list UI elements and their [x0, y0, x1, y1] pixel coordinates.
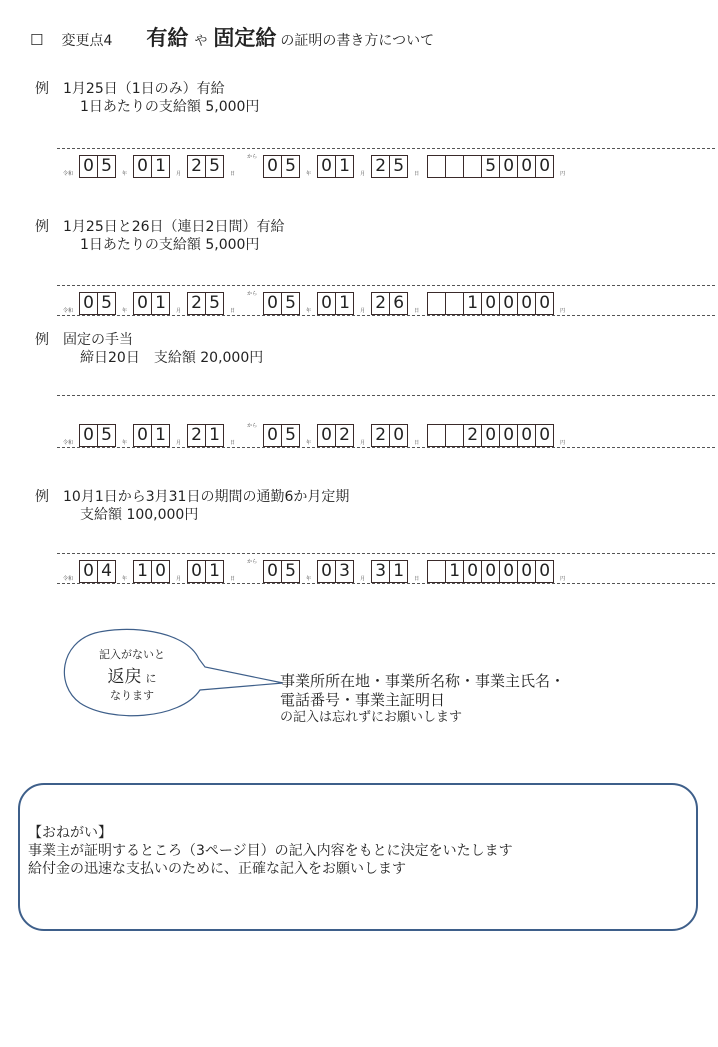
day-label: 日 — [414, 576, 420, 582]
digit-cell[interactable]: 2 — [335, 425, 353, 446]
year-label: 年 — [122, 308, 128, 314]
example-line2: 締日20日 支給額 20,000円 — [80, 350, 264, 366]
year-label: 年 — [122, 171, 128, 177]
digit-cell[interactable]: 5 — [97, 293, 115, 314]
digit-cell[interactable]: 5 — [281, 293, 299, 314]
digit-cell[interactable]: 0 — [517, 156, 535, 177]
year-label: 年 — [306, 308, 312, 314]
year-label: 年 — [306, 576, 312, 582]
digit-cell[interactable]: 0 — [499, 156, 517, 177]
from-day-box[interactable] — [187, 155, 224, 178]
reminder-line2: 電話番号・事業主証明日 — [280, 691, 446, 709]
dashed-divider — [57, 447, 715, 448]
month-label: 月 — [360, 171, 366, 177]
yen-label: 円 — [560, 171, 566, 177]
digit-cell[interactable] — [445, 425, 463, 446]
digit-cell[interactable]: 5 — [281, 425, 299, 446]
digit-cell[interactable]: 0 — [83, 425, 94, 445]
example-title: 固定の手当 — [63, 332, 133, 348]
from-day-box[interactable] — [187, 560, 224, 583]
digit-cell[interactable]: 0 — [151, 561, 169, 582]
date-amount-row — [57, 152, 717, 178]
example-label — [35, 80, 259, 116]
digit-cell[interactable]: 1 — [205, 561, 223, 582]
year-label: 年 — [306, 440, 312, 446]
era-label: 令和 — [63, 171, 74, 177]
digit-cell[interactable]: 0 — [535, 293, 553, 314]
bubble-ni: に — [145, 672, 157, 685]
request-line2: 給付金の迅速な支払いのために、正確な記入をお願いします — [28, 861, 406, 877]
digit-cell[interactable] — [445, 293, 463, 314]
digit-cell[interactable]: 0 — [321, 425, 332, 445]
digit-cell[interactable]: 0 — [191, 561, 202, 581]
checkbox-icon[interactable]: ☐ — [30, 31, 44, 49]
digit-cell[interactable]: 1 — [205, 425, 223, 446]
example-marker: 例 — [35, 81, 49, 97]
digit-cell[interactable]: 0 — [267, 293, 278, 313]
to-day-box[interactable] — [371, 292, 408, 315]
digit-cell[interactable]: 0 — [535, 561, 553, 582]
example-label — [35, 331, 263, 367]
digit-cell[interactable]: 3 — [375, 561, 387, 581]
to-day-box[interactable] — [371, 155, 408, 178]
month-label: 月 — [176, 308, 182, 314]
year-label: 年 — [122, 576, 128, 582]
digit-cell[interactable]: 1 — [335, 156, 353, 177]
bubble-text — [62, 646, 202, 703]
dashed-divider — [57, 553, 715, 554]
digit-cell[interactable]: 0 — [517, 293, 535, 314]
digit-cell[interactable]: 0 — [389, 425, 407, 446]
from-month-box[interactable] — [133, 424, 170, 447]
day-label: 日 — [230, 576, 236, 582]
yen-label: 円 — [560, 440, 566, 446]
page-title — [30, 22, 434, 52]
digit-cell[interactable]: 2 — [191, 156, 202, 176]
digit-cell[interactable]: 0 — [463, 561, 481, 582]
amount-box[interactable] — [427, 560, 554, 583]
year-label: 年 — [306, 171, 312, 177]
digit-cell[interactable]: 6 — [389, 293, 407, 314]
dashed-divider — [57, 395, 715, 396]
from-month-box[interactable] — [133, 292, 170, 315]
digit-cell[interactable]: 2 — [191, 425, 202, 445]
example-line1 — [35, 331, 263, 349]
request-heading: 【おねがい】 — [28, 825, 112, 841]
from-day-box[interactable] — [187, 292, 224, 315]
day-label: 日 — [230, 440, 236, 446]
from-month-box[interactable] — [133, 155, 170, 178]
from-month-box[interactable] — [133, 560, 170, 583]
example-marker: 例 — [35, 332, 49, 348]
digit-cell[interactable] — [428, 293, 445, 314]
digit-cell[interactable]: 0 — [321, 293, 332, 313]
digit-cell[interactable]: 0 — [517, 561, 535, 582]
digit-cell[interactable] — [428, 156, 445, 177]
date-amount-row — [57, 557, 717, 583]
digit-cell[interactable]: 0 — [83, 561, 94, 581]
day-label: 日 — [230, 308, 236, 314]
digit-cell[interactable]: 0 — [481, 561, 499, 582]
example-line2: 支給額 100,000円 — [80, 507, 199, 523]
digit-cell[interactable]: 1 — [137, 561, 148, 581]
digit-cell[interactable]: 0 — [137, 425, 148, 445]
from-label: から — [247, 559, 258, 565]
example-title: 10月1日から3月31日の期間の通勤6か月定期 — [63, 489, 350, 505]
digit-cell[interactable]: 0 — [481, 293, 499, 314]
month-label: 月 — [176, 576, 182, 582]
digit-cell[interactable]: 2 — [191, 293, 202, 313]
example-title: 1月25日と26日（連日2日間）有給 — [63, 219, 285, 235]
digit-cell[interactable]: 0 — [83, 156, 94, 176]
year-label: 年 — [122, 440, 128, 446]
example-line1 — [35, 218, 284, 236]
digit-cell[interactable]: 1 — [151, 425, 169, 446]
digit-cell[interactable]: 5 — [97, 156, 115, 177]
from-year-box[interactable] — [79, 155, 116, 178]
dashed-divider — [57, 148, 715, 149]
dashed-divider — [57, 583, 715, 584]
reminder-line1: 事業所所在地・事業所名称・事業主氏名・ — [280, 672, 566, 690]
bubble-henrei: 返戻 — [107, 667, 142, 687]
amount-box[interactable] — [427, 292, 554, 315]
yen-label: 円 — [560, 308, 566, 314]
example-label — [35, 218, 284, 254]
day-label: 日 — [414, 171, 420, 177]
digit-cell[interactable]: 0 — [481, 425, 499, 446]
from-label: から — [247, 423, 258, 429]
day-label: 日 — [414, 308, 420, 314]
digit-cell[interactable]: 2 — [463, 425, 481, 446]
to-month-box[interactable] — [317, 424, 354, 447]
digit-cell[interactable]: 0 — [535, 156, 553, 177]
digit-cell[interactable]: 0 — [137, 293, 148, 313]
digit-cell[interactable]: 0 — [499, 425, 517, 446]
to-year-box[interactable] — [263, 292, 300, 315]
month-label: 月 — [176, 171, 182, 177]
amount-box[interactable] — [427, 155, 554, 178]
era-label: 令和 — [63, 576, 74, 582]
digit-cell[interactable]: 5 — [389, 156, 407, 177]
to-year-box[interactable] — [263, 560, 300, 583]
request-line1: 事業主が証明するところ（3ページ目）の記入内容をもとに決定をいたします — [28, 843, 513, 859]
to-day-box[interactable] — [371, 424, 408, 447]
dashed-divider — [57, 285, 715, 286]
digit-cell[interactable] — [428, 561, 445, 582]
digit-cell[interactable]: 0 — [535, 425, 553, 446]
from-year-box[interactable] — [79, 292, 116, 315]
bubble-line3: なります — [110, 689, 154, 702]
to-month-box[interactable] — [317, 560, 354, 583]
month-label: 月 — [360, 308, 366, 314]
example-line2: 1日あたりの支給額 5,000円 — [80, 99, 260, 115]
digit-cell[interactable]: 5 — [481, 156, 499, 177]
title-tail: の証明の書き方について — [280, 33, 435, 49]
title-paid-leave: 有給 — [146, 26, 189, 50]
from-label: から — [247, 154, 258, 160]
example-title: 1月25日（1日のみ）有給 — [63, 81, 225, 97]
digit-cell[interactable]: 2 — [375, 425, 387, 445]
example-label — [35, 488, 349, 524]
bubble-line1: 記入がないと — [99, 648, 165, 661]
digit-cell[interactable]: 1 — [151, 293, 169, 314]
digit-cell[interactable] — [445, 156, 463, 177]
digit-cell[interactable]: 0 — [267, 156, 278, 176]
date-amount-row — [57, 289, 717, 315]
amount-box[interactable] — [427, 424, 554, 447]
to-year-box[interactable] — [263, 424, 300, 447]
digit-cell[interactable] — [463, 156, 481, 177]
digit-cell[interactable]: 0 — [499, 293, 517, 314]
to-year-box[interactable] — [263, 155, 300, 178]
digit-cell[interactable]: 0 — [499, 561, 517, 582]
from-day-box[interactable] — [187, 424, 224, 447]
to-month-box[interactable] — [317, 155, 354, 178]
digit-cell[interactable]: 0 — [517, 425, 535, 446]
month-label: 月 — [360, 440, 366, 446]
digit-cell[interactable]: 1 — [151, 156, 169, 177]
digit-cell[interactable]: 1 — [389, 561, 407, 582]
digit-cell[interactable]: 1 — [463, 293, 481, 314]
era-label: 令和 — [63, 308, 74, 314]
from-label: から — [247, 291, 258, 297]
day-label: 日 — [230, 171, 236, 177]
digit-cell[interactable]: 1 — [445, 561, 463, 582]
month-label: 月 — [360, 576, 366, 582]
reminder-line3: の記入は忘れずにお願いします — [280, 710, 463, 725]
digit-cell[interactable]: 5 — [205, 156, 223, 177]
digit-cell[interactable]: 5 — [281, 156, 299, 177]
title-fixed-pay: 固定給 — [213, 26, 277, 50]
digit-cell[interactable] — [428, 425, 445, 446]
example-marker: 例 — [35, 489, 49, 505]
yen-label: 円 — [560, 576, 566, 582]
dashed-divider — [57, 315, 715, 316]
digit-cell[interactable]: 1 — [335, 293, 353, 314]
digit-cell[interactable]: 5 — [281, 561, 299, 582]
bubble-line2 — [62, 662, 202, 687]
era-label: 令和 — [63, 440, 74, 446]
reminder-text — [280, 672, 565, 726]
digit-cell[interactable]: 2 — [375, 293, 387, 313]
digit-cell[interactable]: 0 — [83, 293, 94, 313]
to-month-box[interactable] — [317, 292, 354, 315]
request-text — [28, 824, 513, 878]
change-point-label: 変更点4 — [61, 33, 113, 49]
digit-cell[interactable]: 3 — [335, 561, 353, 582]
example-line2: 1日あたりの支給額 5,000円 — [80, 237, 260, 253]
digit-cell[interactable]: 0 — [267, 425, 278, 445]
digit-cell[interactable]: 5 — [205, 293, 223, 314]
example-line1 — [35, 488, 349, 506]
title-connector: や — [194, 34, 208, 49]
from-year-box[interactable] — [79, 560, 116, 583]
date-amount-row — [57, 421, 717, 447]
month-label: 月 — [176, 440, 182, 446]
to-day-box[interactable] — [371, 560, 408, 583]
digit-cell[interactable]: 4 — [97, 561, 115, 582]
digit-cell[interactable]: 0 — [321, 156, 332, 176]
digit-cell[interactable]: 5 — [97, 425, 115, 446]
example-marker: 例 — [35, 219, 49, 235]
day-label: 日 — [414, 440, 420, 446]
digit-cell[interactable]: 2 — [375, 156, 387, 176]
from-year-box[interactable] — [79, 424, 116, 447]
digit-cell[interactable]: 0 — [137, 156, 148, 176]
digit-cell[interactable]: 0 — [321, 561, 332, 581]
example-line1 — [35, 80, 259, 98]
digit-cell[interactable]: 0 — [267, 561, 278, 581]
